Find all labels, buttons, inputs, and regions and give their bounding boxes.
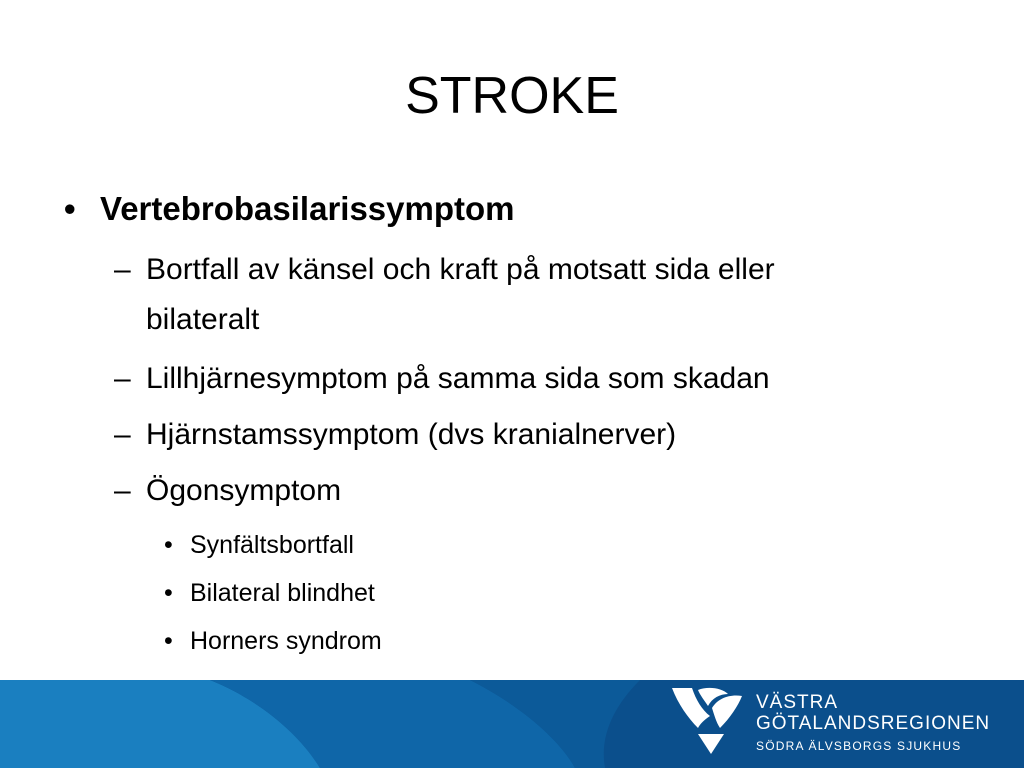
bullet-marker: • xyxy=(64,190,76,227)
subbullet-text: bilateralt xyxy=(146,303,260,336)
dash-marker: – xyxy=(114,362,131,395)
subbullet-text: Ögonsymptom xyxy=(146,474,342,507)
logo-text-line1: VÄSTRA xyxy=(756,692,839,713)
logo-text-line3: SÖDRA ÄLVSBORGS SJUKHUS xyxy=(756,739,962,753)
subbullet-text: Lillhjärnesymptom på samma sida som skadan xyxy=(146,362,770,395)
slide-title: STROKE xyxy=(405,67,619,125)
dash-marker: – xyxy=(114,418,131,451)
level3-text: Synfältsbortfall xyxy=(190,531,354,559)
logo-text-line2: GÖTALANDSREGIONEN xyxy=(756,713,991,734)
bullet-marker: • xyxy=(164,531,173,559)
bullet-text: Vertebrobasilarissymptom xyxy=(100,190,515,227)
level3-text: Horners syndrom xyxy=(190,627,382,655)
subbullet-text: Bortfall av känsel och kraft på motsatt sida eller xyxy=(146,253,775,286)
bullet-marker: • xyxy=(164,627,173,655)
dash-marker: – xyxy=(114,253,131,286)
dash-marker: – xyxy=(114,474,131,507)
vastra-gotalandsregionen-logo-icon xyxy=(668,684,752,756)
subbullet-text: Hjärnstamssymptom (dvs kranialnerver) xyxy=(146,418,677,451)
level3-text: Bilateral blindhet xyxy=(190,579,375,607)
bullet-marker: • xyxy=(164,579,173,607)
